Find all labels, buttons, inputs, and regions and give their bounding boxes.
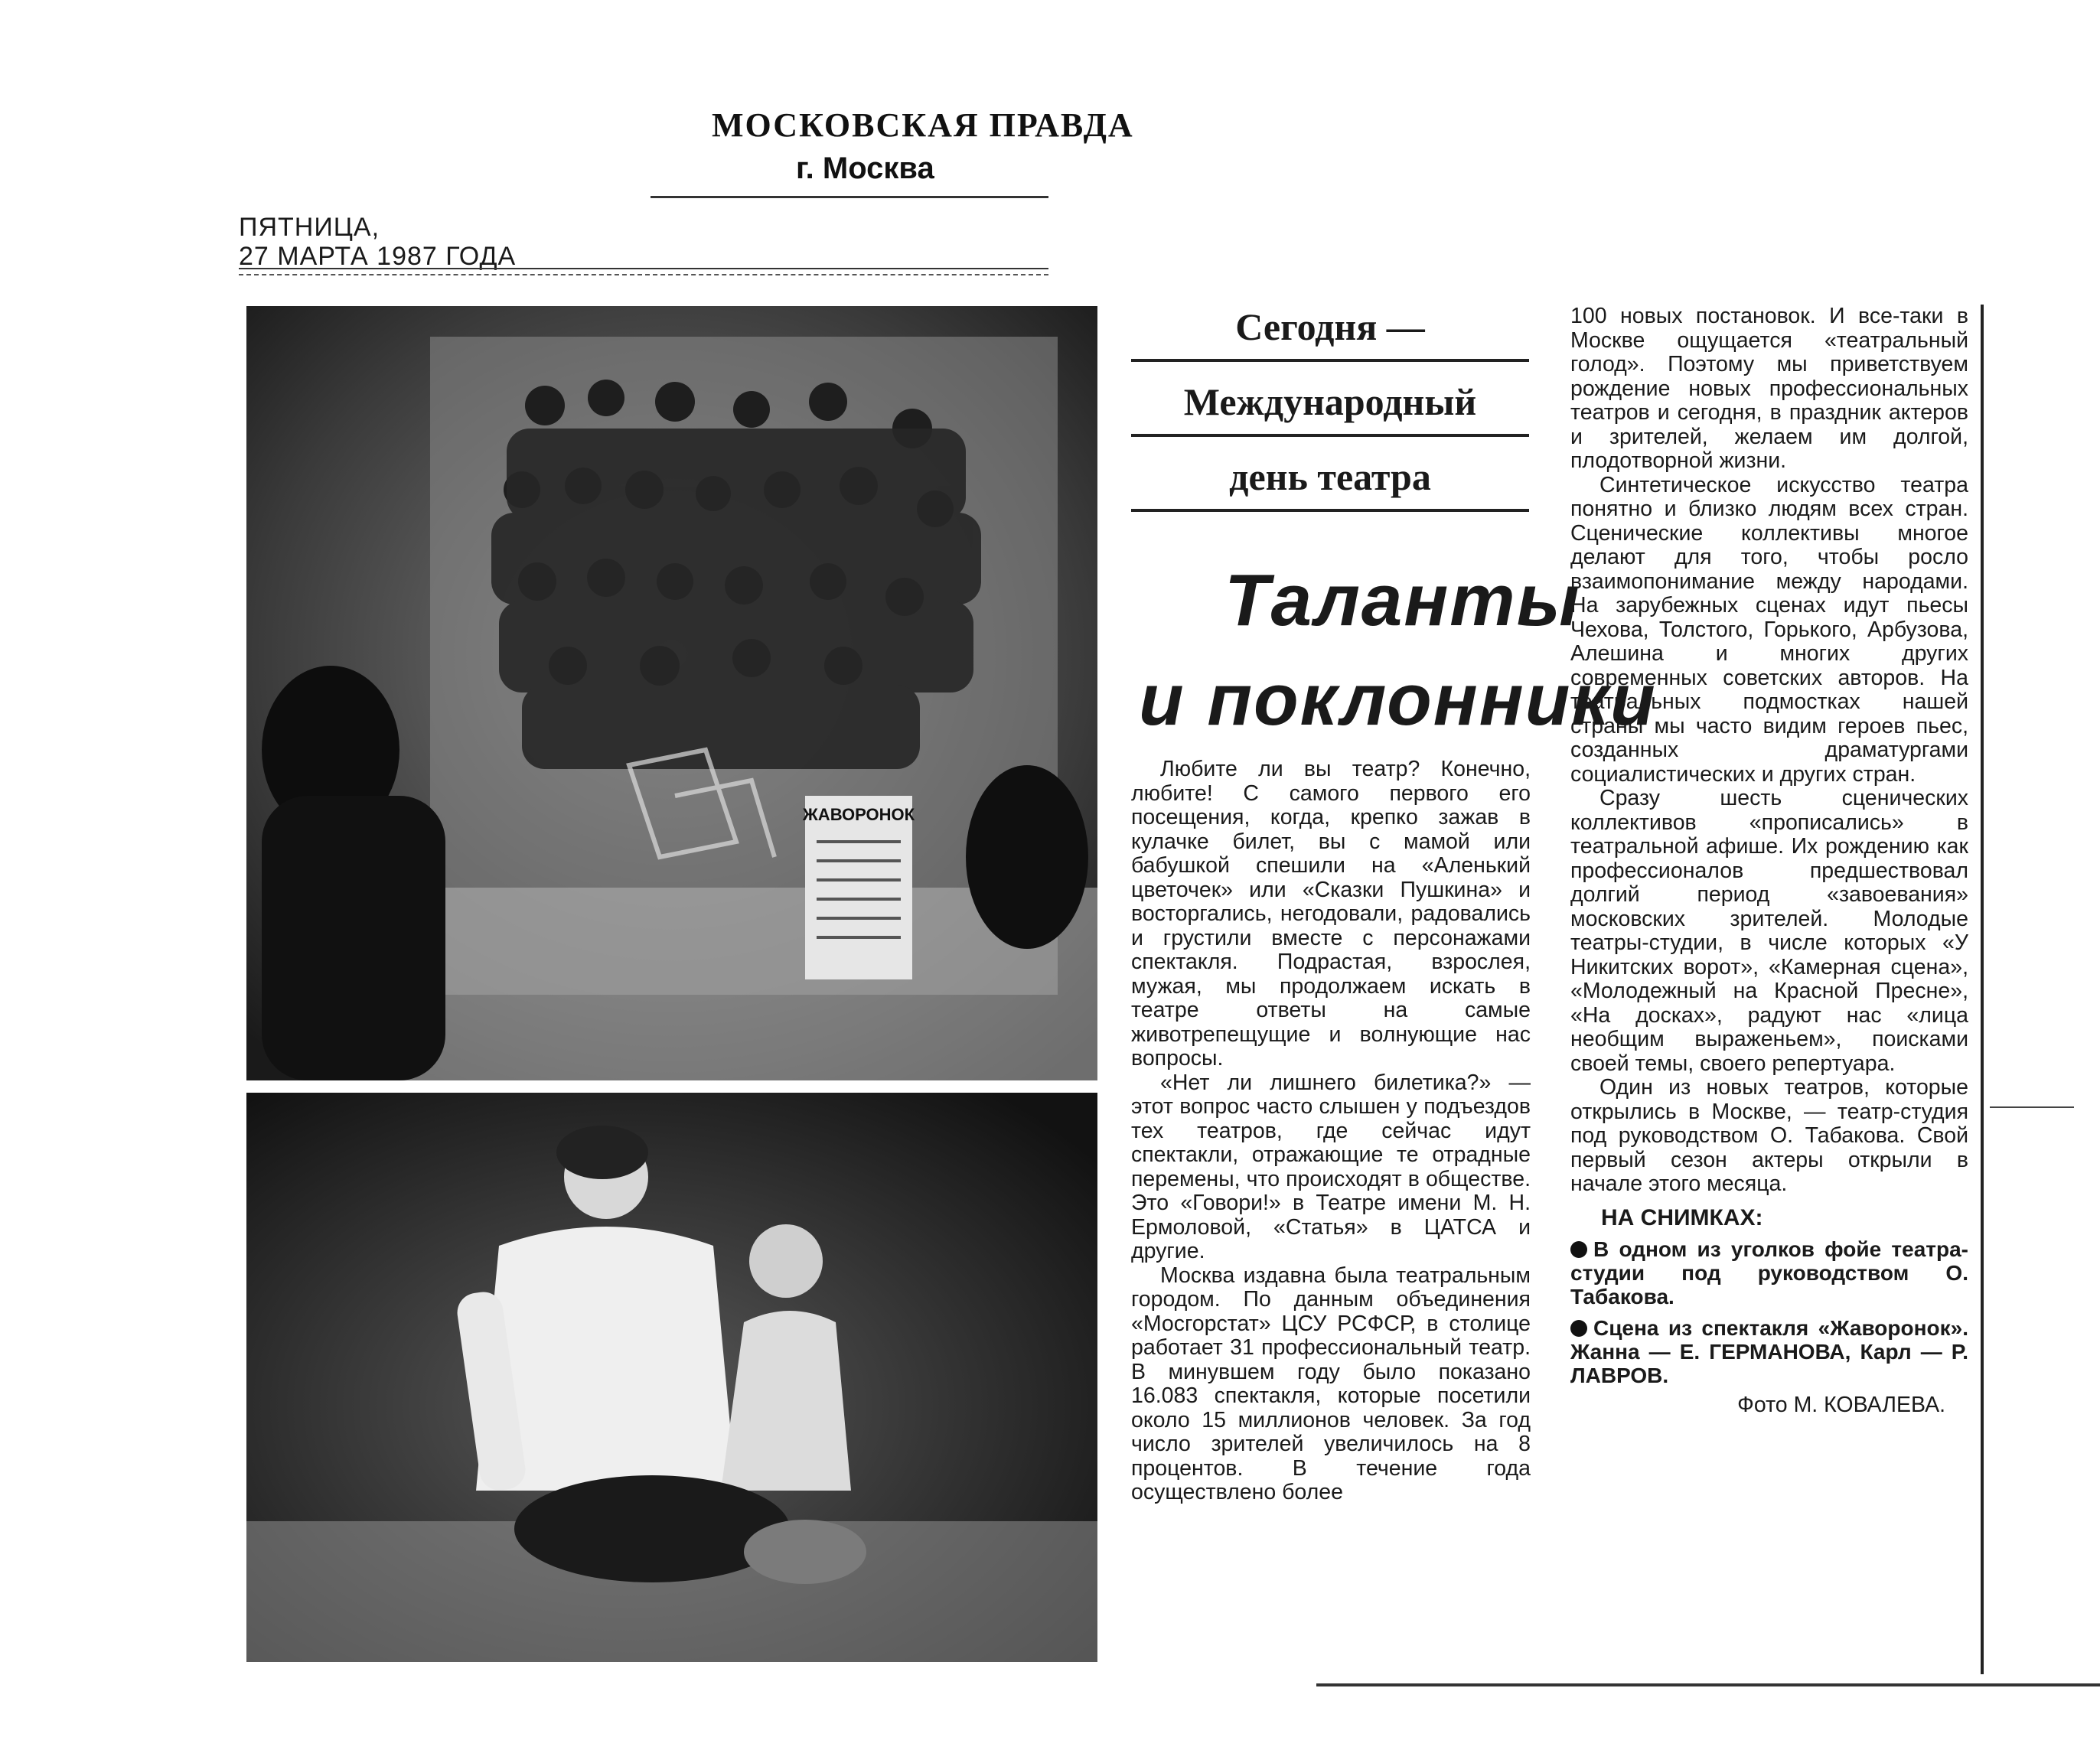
dateline-weekday: ПЯТНИЦА, xyxy=(239,213,380,242)
caption-text-2: Сцена из спектакля «Жаворонок». Жанна — Е. ГЕРМАНОВА, Карл — Р. ЛАВРОВ. xyxy=(1570,1316,1968,1387)
article-column-1 xyxy=(1131,758,1531,1505)
article-paragraph: Синтетическое искусство театра понятно и близко людям всех стран. Сценические коллективы многое делают для того, чтобы росло взаимопонимание между народами. На зарубежных сценах идут пьесы Чехова, Толстого, Горького, Арбузова, Алешина и многих других современных советских авторов. На театральных подмостках нашей страны мы часто видим героев пьес, созданных драматургами социалистических и других стран. xyxy=(1570,472,1968,787)
photo-foyer xyxy=(246,306,1097,1080)
article-column-2 xyxy=(1570,305,1968,1418)
dateline xyxy=(239,213,516,271)
headline-theatre-day: день театра xyxy=(1131,445,1529,512)
dateline-rule xyxy=(239,268,1048,275)
article-title-line2: и поклонники xyxy=(1139,659,1657,741)
newspaper-stamp-title: МОСКОВСКАЯ ПРАВДА xyxy=(712,106,1134,144)
newspaper-stamp-city: г. Москва xyxy=(796,152,934,185)
caption-text-1: В одном из уголков фойе театра-студии под руководством О. Табакова. xyxy=(1570,1237,1968,1308)
bottom-rule xyxy=(1316,1683,2100,1686)
article-paragraph: Москва издавна была театральным городом. По данным объединения «Мосгорстат» ЦСУ РСФСР, в столице работает 31 профессиональный театр. В минувшем году было показано 16.083 спектакля, которые посетили около 15 миллионов человек. За год число зрителей увеличилось на 8 процентов. В течение года осуществлено более xyxy=(1131,1263,1531,1504)
stamp-rule xyxy=(651,196,1048,198)
article-paragraph: Сразу шесть сценических коллективов «прописались» в театральной афише. Их рождению как профессионалов предшествовал долгий период «завоевания» московских зрителей. Молодые театры-студии, в числе которых «У Никитских ворот», «Камерная сцена», «Молодежный на Красной Пресне», «На досках», радуют нас «лица необщим выраженьем», поисками своей темы, своего репертуара. xyxy=(1570,786,1968,1076)
caption-item-1 xyxy=(1570,1237,1968,1308)
photo-lark-scene-image xyxy=(246,1093,1097,1662)
headline-today: Сегодня — xyxy=(1131,295,1529,362)
article-paragraph: «Нет ли лишнего билетика?» — этот вопрос часто слышен у подъездов тех театров, где сейчас идут спектакли, отражающие те отрадные перемены, что происходят в обществе. Это «Говори!» в Театре имени М. Н. Ермоловой, «Статья» в ЦАТСА и другие. xyxy=(1131,1070,1531,1263)
caption-item-2 xyxy=(1570,1316,1968,1387)
photo-credit: Фото М. КОВАЛЕВА. xyxy=(1737,1393,1945,1417)
article-paragraph: 100 новых постановок. И все-таки в Москве ощущается «театральный голод». Поэтому мы приветствуем рождение новых профессиональных театров и сегодня, в праздник актеров и зрителей, желаем им долгой, плодотворной жизни. xyxy=(1570,304,1968,473)
bullet-icon xyxy=(1570,1241,1587,1258)
photo-foyer-image xyxy=(246,306,1097,1080)
poster-text: ЖАВОРОНОК xyxy=(802,805,915,824)
captions-heading: НА СНИМКАХ: xyxy=(1601,1204,1763,1230)
article-title-line1: Таланты xyxy=(1224,559,1581,641)
article-paragraph: Любите ли вы театр? Конечно, любите! С самого первого его посещения, когда, крепко зажав в кулачке билет, вы с мамой или бабушкой спешили на «Аленький цветочек» или «Сказки Пушкина» и восторгались, негодовали, радовались и грустили вместе с персонажами спектакля. Подрастая, взрослея, мужая, мы продолжаем искать в театре ответы на самые животрепещущие и волнующие нас вопросы. xyxy=(1131,757,1531,1071)
margin-mark xyxy=(1990,1106,2074,1108)
bullet-icon xyxy=(1570,1320,1587,1337)
headline-box xyxy=(1131,295,1529,512)
column-rule xyxy=(1981,305,1984,1674)
headline-international: Международный xyxy=(1131,370,1529,437)
photo-lark-scene xyxy=(246,1093,1097,1662)
dateline-date: 27 МАРТА 1987 ГОДА xyxy=(239,242,517,271)
article-paragraph: Один из новых театров, которые открылись в Москве, — театр-студия под руководством О. Табакова. Свой первый сезон актеры открыли в начале этого месяца. xyxy=(1570,1075,1968,1196)
